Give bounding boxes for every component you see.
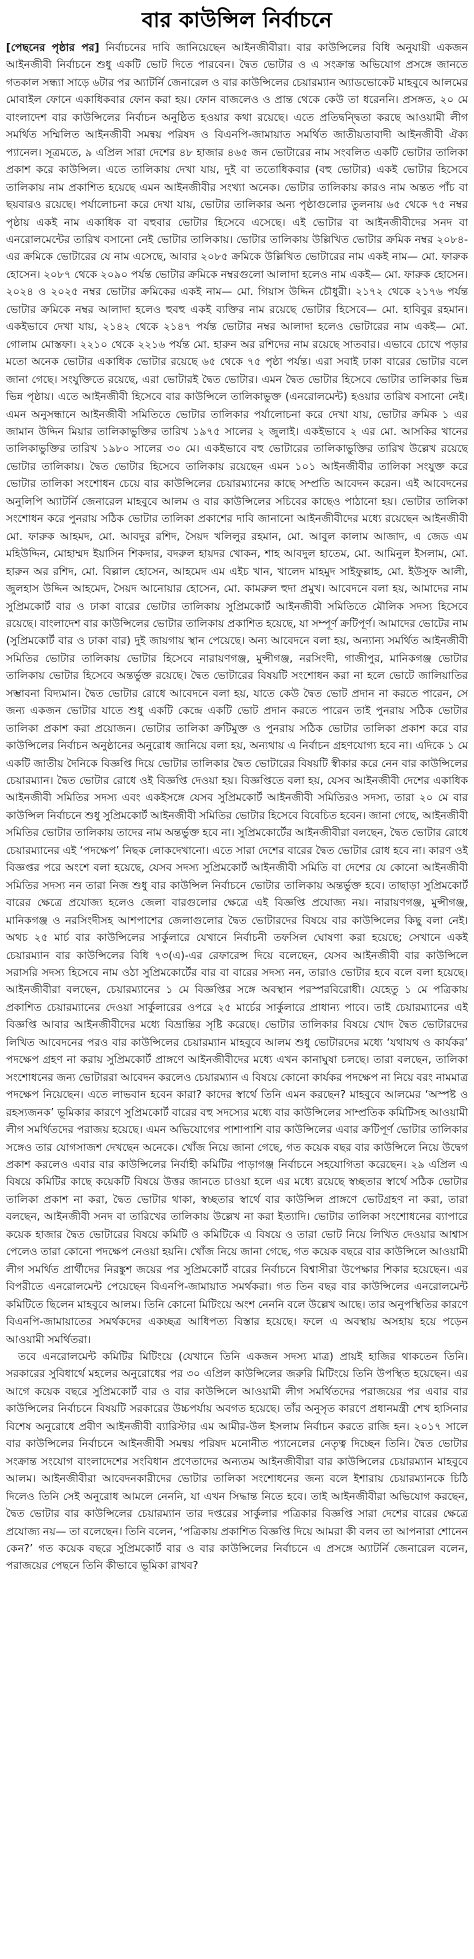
article-headline: বার কাউন্সিল নির্বাচনে	[141, 8, 333, 32]
article-body	[6, 40, 468, 1576]
continued-from-tag: [পেছনের পৃষ্ঠার পর]	[6, 42, 100, 54]
article-paragraph-1	[6, 40, 468, 1349]
headline-container	[6, 4, 468, 34]
paragraph-1-text: নির্বাচনের দাবি জানিয়েছেন আইনজীবীরা। বার কাউন্সিলের বিধি অনুযায়ী একজন আইনজীবী নির্বাচনে শুধু একটি ভোট দিতে পারবেন। দ্বৈত ভোটার ও এ সংক্রান্ত অভিযোগ প্রসঙ্গে জানতে গতকাল সন্ধ্যা সাড়ে ৬টার পর অ্যাটর্নি জেনারেল ও বার কাউন্সিলের চেয়ারম্যান অ্যাডভোকেট মাহবুবে আলমের মোবাইল ফোনে একাধিকবার ফোন করা হয়। ফোন বাজলেও ও প্রান্ত থেকে কেউ তা ধরেননি। প্রসঙ্গত, ২০ মে বাংলাদেশ বার কাউন্সিলের নির্বাচন অনুষ্ঠিত হওয়ার কথা রয়েছে। এতে প্রতিদ্বন্দ্বিতা করছে আওয়ামী লীগ সমর্থিত সম্মিলিত আইনজীবী সমন্বয় পরিষদ ও বিএনপি-জামায়াত সমর্থিত জাতীয়তাবাদী আইনজীবী ঐক্য প্যানেল। সূত্রমতে, ৯ এপ্রিল সারা দেশের ৪৮ হাজার ৪৬৫ জন ভোটারের নাম সংবলিত একটি ভোটার তালিকা প্রকাশ করে কাউন্সিল। এতে তালিকায় দেখা যায়, দুই বা ততোধিকবার (বহু ভোটার) একই ভোটার হিসেবে তালিকায় নাম প্রকাশিত হয়েছে এমন আইনজীবীর সংখ্যা অনেক। ভোটার তালিকায় কারও নাম অন্তত পাঁচ বা ছয়বারও রয়েছে। পর্যালোচনা করে দেখা যায়, ভোটার তালিকার অন্য পৃষ্ঠাগুলোর তুলনায় ৬৫ থেকে ৭৫ নম্বর পৃষ্ঠায় একই নাম একাধিক বা বহুবার ভোটার হিসেবে এসেছে। এই ভোটার বা আইনজীবীদের সনদ বা এনরোলমেন্টের তারিখ বসানো নেই ভোটার তালিকায়। ভোটার তালিকায় উল্লিখিত ভোটার ক্রমিক নম্বর ২০৮৪-এর ক্রমিকে ভোটারের যে নাম এসেছে, আবার ২০৮৫ ক্রমিকে উল্লিখিত ভোটারের নাম একই নাম— মো. ফারুক হোসেন। ২০৮৭ থেকে ২০৯০ পর্যন্ত ভোটার ক্রমিকে নম্বরগুলো আলাদা হলেও নাম একই— মো. ফারুক হোসেন। ২০২৪ ও ২০২৫ নম্বর ভোটার ক্রমিকের একই নাম— মো. গিয়াস উদ্দিন চৌধুরী। ২১৭২ থেকে ২১৭৬ পর্যন্ত ভোটার ক্রমিকে নম্বর আলাদা হলেও হুবহু একই ব্যক্তির নাম রয়েছে ভোটার হিসেবে— মো. হাবিবুর রহমান। একইভাবে দেখা যায়, ২১৪২ থেকে ২১৪৭ পর্যন্ত ভোটার নম্বর আলাদা হলেও ভোটারের নাম একই— মো. গোলাম মোস্তফা। ২২১০ থেকে ২২১৬ পর্যন্ত মো. হারুন অর রশিদের নাম রয়েছে সাতবার। এভাবে চোখে পড়ার মতো অনেক ভোটার একাধিক ভোটার রয়েছে ৬৫ থেকে ৭৫ পৃষ্ঠা পর্যন্ত। এরা সবাই ঢাকা বারের ভোটার বলে জানা গেছে। সংযুক্তিতে রয়েছে, এরা ভোটারই দ্বৈত ভোটার। এমন দ্বৈত ভোটার হিসেবে ভোটার তালিকার ভিন্ন ভিন্ন পৃষ্ঠায়। এতে আইনজীবী হিসেবে বার কাউন্সিলে তালিকাভুক্ত (এনরোলমেন্ট) হওয়ার তারিখ বসানো নেই। এমন অনুসন্ধানে আইনজীবী সমিতিতে ভোটার তালিকার পর্যালোচনা করে দেখা যায়, ভোটার ক্রমিক ১ এর জামান উদ্দিন মিয়ার তালিকাভুক্তির তারিখ ১৯৭৫ সালের ২ জুলাই। একইভাবে ২ এর মো. আসকির খানের তালিকাভুক্তির তারিখ ১৯৮০ সালের ৩০ মে। একইভাবে বহু ভোটারের তালিকাভুক্তির তারিখ উল্লেখ রয়েছে ভোটার তালিকায়। দ্বৈত ভোটার হিসেবে তালিকায় রয়েছেন এমন ১০১ আইনজীবীর তালিকা সংযুক্ত করে ভোটার তালিকা সংশোধন চেয়ে বার কাউন্সিলের চেয়ারম্যানের কাছে সম্প্রতি আবেদন করেন। এই আবেদনের অনুলিপি অ্যাটর্নি জেনারেল মাহবুবে আলম ও বার কাউন্সিলের সচিবের কাছেও পাঠানো হয়। ভোটার তালিকা সংশোধন করে পুনরায় সঠিক ভোটার তালিকা প্রকাশের দাবি জানানো আইনজীবীদের মধ্যে রয়েছেন আইনজীবী মো. ফারুক আহমদ, মো. আবদুর রশিদ, সৈয়দ খলিলুর রহমান, মো. আবুল কালাম আজাদ, এ জেড এম মহিউদ্দিন, মোহাম্মদ ইয়াসিন শিকদার, বদরুল হায়দর খোকন, শাহ আবদুল হাতেম, মো. আমিনুল ইসলাম, মো. হারুন অর রশিদ, মো. বিল্লাল হোসেন, আহমেদ এম এইচ খান, খালেদ মাহমুদ সাইফুল্লাহ, মো. ইউসুফ আলী, জুলহাস উদ্দিন আহমেদ, সৈয়দ আনোয়ার হোসেন, মো. কামরুল হুদা প্রমুখ। আবেদনে বলা হয়, আমাদের নাম সুপ্রিমকোর্ট বার ও ঢাকা বারের ভোটার তালিকায় সুপ্রিমকোর্ট আইনজীবী সমিতিতে মৌলিক সদস্য হিসেবে রয়েছে। বাংলাদেশ বার কাউন্সিলের ভোটার তালিকায় প্রকাশিত হয়েছে, যা সম্পূর্ণ ক্রটিপূর্ণ। আমাদের ভোটের নাম (সুপ্রিমকোর্ট বার ও ঢাকা বার) দুই জায়গায় স্থান পেয়েছে। অন্য আবেদনে বলা হয়, অন্যান্য সমর্থিত আইনজীবী সমিতির ভোটার তালিকায় ভোটার হিসেবে নারায়ণগঞ্জ, মুন্সীগঞ্জ, নরসিংদী, গাজীপুর, মানিকগঞ্জ ভোটার তালিকায় ভোটার হিসেবে অন্তর্ভুক্ত রয়েছে। দ্বৈত ভোটারের বিষয়টি সংশোধন করা না হলে ভোটে জালিয়াতির সম্ভাবনা বিদ্যমান। দ্বৈত ভোটার রোধে আবেদনে বলা হয়, যাতে কেউ দ্বৈত ভোট প্রদান না করতে পারেন, সে জন্য একজন ভোটার যাতে শুধু একটি কেন্দ্রে একটি ভোট প্রদান করতে পারেন তাই পুনরায় সঠিক ভোটার তালিকা প্রকাশ করা প্রয়োজন। ভোটার তালিকা ক্রটিমুক্ত ও পুনরায় সঠিক ভোটার তালিকা প্রকাশ করে বার কাউন্সিলের নির্বাচন অনুষ্ঠানের অনুরোধ জানিয়ে বলা হয়, অন্যথায় এ নির্বাচন গ্রহণযোগ্য হবে না। এদিকে ১ মে একটি জাতীয় দৈনিকে বিজ্ঞপ্তি দিয়ে ভোটার তালিকার দ্বৈত ভোটারের বিষয়টি স্বীকার করে নেন বার কাউন্সিলের চেয়ারম্যান। দ্বৈত ভোটার রোধে ওই বিজ্ঞপ্তি দেওয়া হয়। বিজ্ঞপ্তিতে বলা হয়, যেসব আইনজীবী দেশের একাধিক আইনজীবী সমিতির সদস্য এবং একইসঙ্গে যেসব সুপ্রিমকোর্ট আইনজীবী সমিতিরও সদস্য, তারা ২০ মে বার কাউন্সিল নির্বাচনে শুধু সুপ্রিমকোর্ট আইনজীবী সমিতির ভোটার হিসেবে বিবেচিত হবেন। জানা গেছে, আইনজীবী সমিতির ভোটার তালিকায় তাদের নাম অন্তর্ভুক্ত হবে না। সুপ্রিমকোর্টের আইনজীবীরা বলছেন, দ্বৈত ভোটার রোধে চেয়ারম্যানের এই ‘পদক্ষেপ’ নিছক লোকদেখানো। এতে সারা দেশের বারের দ্বৈত ভোটার রোধ হবে না। কারণ ওই বিজ্ঞপ্তর পরে অংশে বলা হয়েছে, যেসব সদস্য সুপ্রিমকোর্ট আইনজীবী সমিতি বা দেশের যে কোনো আইনজীবী সমিতির সদস্য নন তারা নিজ শুধু বার কাউন্সিল নির্বাচনে ভোটার তালিকায় অন্তর্ভুক্ত হবে। তাছাড়া সুপ্রিমকোর্ট বারের ক্ষেত্রে প্রযোজ্য হলেও জেলা বারগুলোর ক্ষেত্রে এই বিজ্ঞপ্তি প্রযোজ্য নয়। নারায়ণগঞ্জ, মুন্সীগঞ্জ, মানিকগঞ্জ ও নরসিংদীসহ আশপাশের জেলাগুলোর দ্বৈত ভোটারদের বিষয়ে বার কাউন্সিলের কিছু বলা নেই। অথচ ২৫ মার্চ বার কাউন্সিলের সার্কুলারে যেখানে নির্বাচনী তফসিল ঘোষণা করা হয়েছে; সেখানে একই চেয়ারম্যান বার কাউন্সিলের বিধি ৭৩(এ)-এর রেফারেন্স দিয়ে বলেছেন, যেসব আইনজীবী বার কাউন্সিলে সরাসরি সদস্য হিসেবে নাম ওঠা সুপ্রিমকোর্টের বার বা বারের সদস্য নন, তারাও ভোটার হবে বলে বলা হয়েছে। আইনজীবীরা বলছেন, চেয়ারম্যানের ১ মে বিজ্ঞপ্তির সঙ্গে অবস্থান পরস্পরবিরোধী। যেহেতু ১ মে পত্রিকায় প্রকাশিত চেয়ারম্যানের দেওয়া সার্কুলারের ওপরে ২৫ মার্চের সার্কুলারে প্রাধান্য পাবে। তাই চেয়ারম্যানের এই বিজ্ঞপ্তি আবার আইনজীবীদের মধ্যে বিভ্রান্তির সৃষ্টি করেছে। ভোটার তালিকার বিষয়ে খোদ দ্বৈত ভোটারদের লিখিত আবেদনের পরও বার কাউন্সিলের চেয়ারম্যান মাহবুবে আলম শুধু ভোটারদের মধ্যে ‘যথাযথ ও কার্যকর’ পদক্ষেপ গ্রহণ না করায় সুপ্রিমকোর্ট প্রাঙ্গণে আইনজীবীদের মধ্যে এখন কানাঘুষা চলছে। তারা বলছেন, তালিকা সংশোধনের জন্য ভোটাররা আবেদন করলেও চেয়ারম্যান এ বিষয়ে কোনো কার্যকর পদক্ষেপ না নিয়ে বরং নামমাত্র পদক্ষেপ নিয়েছেন। এতে লাভবান হবেন কারা? কাদের স্বার্থে তিনি এমন করছেন? মাহবুবে আলমের ‘অস্পষ্ট ও রহস্যজনক’ ভূমিকার কারণে সুপ্রিমকোর্ট বারের বহু সদস্যের মধ্যে বার কাউন্সিলের সাম্প্রতিক কমিটিসহ আওয়ামী লীগ সমর্থিতদের পরাজয় হয়েছে। এমন অভিযোগের পাশাপাশি বার কাউন্সিলের এবার ক্রটিপূর্ণ ভোটার তালিকার সঙ্গেও তার যোগসাজশ দেখছেন অনেকে। খোঁজ নিয়ে জানা গেছে, গত কয়েক বছর বার কাউন্সিলে নিয়ে উদ্বেগ প্রকাশ করলেও এবার বার কাউন্সিলের নির্বাহী কমিটির পাড়াগঞ্জ নির্বাচনে সহযোগিতা করেছেন। ২৯ এপ্রিল এ বিষয়ে কমিটির কাছে কয়েকটি বিষয়ে উত্তর জানতে চাওয়া হলে এর মধ্যে রয়েছে স্বচ্ছতার স্বার্থে সঠিক ভোটার তালিকা প্রকাশ না করা, দ্বৈত ভোটার থাকা, স্বচ্ছতার স্বার্থে বার কাউন্সিল প্রাঙ্গণে ভোটগ্রহণ না করা, তারা বলছেন, আইনজীবী সনদ বা তারিখের তালিকায় উল্লেখ না করা ইত্যাদি। ভোটার তালিকা সংশোধনের ব্যাপারে কয়েক হাজার দ্বৈত ভোটারের বিষয়ে কমিটি ও কমিটিকে এ বিষয়ে ও তারা ভোট নিয়ে লিখিত দেওয়ার আশ্বাস পেলেও তারা কোনো পদক্ষেপ নেওয়া হয়নি। খোঁজ নিয়ে জানা গেছে, গত কয়েক বছরে বার কাউন্সিলে আওয়ামী লীগ সমর্থিত প্রার্থীদের নিরঙ্কুশ জয়ের পর সুপ্রিমকোর্ট বারের নির্বাচনে বিশ্বাসীরা উপেক্ষার শিকার হয়েছেন। এর বিপরীতে এনরোলমেন্ট পেয়েছেন বিএনপি-জামায়াত সমর্থকরা। গত তিন বছর বার কাউন্সিলের এনরোলমেন্ট কমিটিতে ছিলেন মাহবুবে আলম। তিনি কোনো মিটিংয়ে অংশ নেননি বলে উল্লেখ আছে। তার অনুপস্থিতির কারণে বিএনপি-জামায়াতের সমর্থকদের একচ্ছত্র আধিপত্য বিস্তার হয়েছে। ফলে এ অবস্থায় অসহায় হয়ে পড়েন আওয়ামী সমর্থিতরা।	[6, 42, 468, 1346]
news-article	[6, 4, 468, 1954]
article-paragraph-2: তবে এনরোলমেন্ট কমিটির মিটিংয়ে (যেখানে তিনি একজন সদস্য মাত্র) প্রায়ই হাজির থাকতেন তিনি। সরকারের সুবিধার্থে মহলের অনুরোধের পর ৩০ এপ্রিল কাউন্সিলের জরুরি মিটিংয়ে তিনি উপস্থিত হয়েছেন। এর আগে কয়েক বছরে সুপ্রিমকোর্ট বার ও বার কাউন্সিলে আওয়ামী লীগ সমর্থিতদের পরাজয়ের পর এবার বার কাউন্সিলের নির্বাচনে বিষয়টি সরকারের উচ্চপর্যায় অবগত হয়েছে। তাঁর অনুসৃত কারণে প্রধানমন্ত্রী শেখ হাসিনার বিশেষ অনুরোধে প্রবীণ আইনজীবী ব্যারিস্টার এম আমীর-উল ইসলাম নির্বাচন করতে রাজি হন। ২০১৭ সালে বার কাউন্সিলের নির্বাচনে আইনজীবী সমন্বয় পরিষদ মনোনীত প্যানেলের নেতৃত্ব দিচ্ছেন তিনি। দ্বৈত ভোটার সংক্রান্ত সংযোগ বাংলাদেশের সংবিধান প্রণেতাদের অন্যতম আইনজীবীরা বার কাউন্সিলের চেয়ারম্যান মাহবুবে আলম। আইনজীবীরা আবেদনকারীদের ভোটার তালিকা সংশোধনের জন্য বলে ইশারায় চেয়ারম্যানকে চিঠি দিলেও তিনি সেই অনুরোধ আমলে নেননি, যা এখন সিদ্ধান্ত নিতে হবে। তাই আইনজীবীরা অভিযোগ করছেন, দ্বৈত ভোটার বার কাউন্সিলের চেয়ারম্যান তার দপ্তরের সার্কুলার পত্রিকার বিজ্ঞপ্তি সারা দেশের বারের ক্ষেত্রে প্রযোজ্য নয়— তা বলেছেন। তিনি বলেন, ‘পত্রিকায় প্রকাশিত বিজ্ঞপ্তি দিয়ে আমরা কী বলব তা আপনারা শোনেন কেন?’ গত কয়েক বছরে সুপ্রিমকোর্ট বার ও বার কাউন্সিলের নির্বাচনে এ প্রসঙ্গে অ্যাটর্নি জেনারেল বলেন, পরাজয়ের পেছনে তিনি কীভাবে ভূমিকা রাখব?	[6, 1350, 468, 1573]
